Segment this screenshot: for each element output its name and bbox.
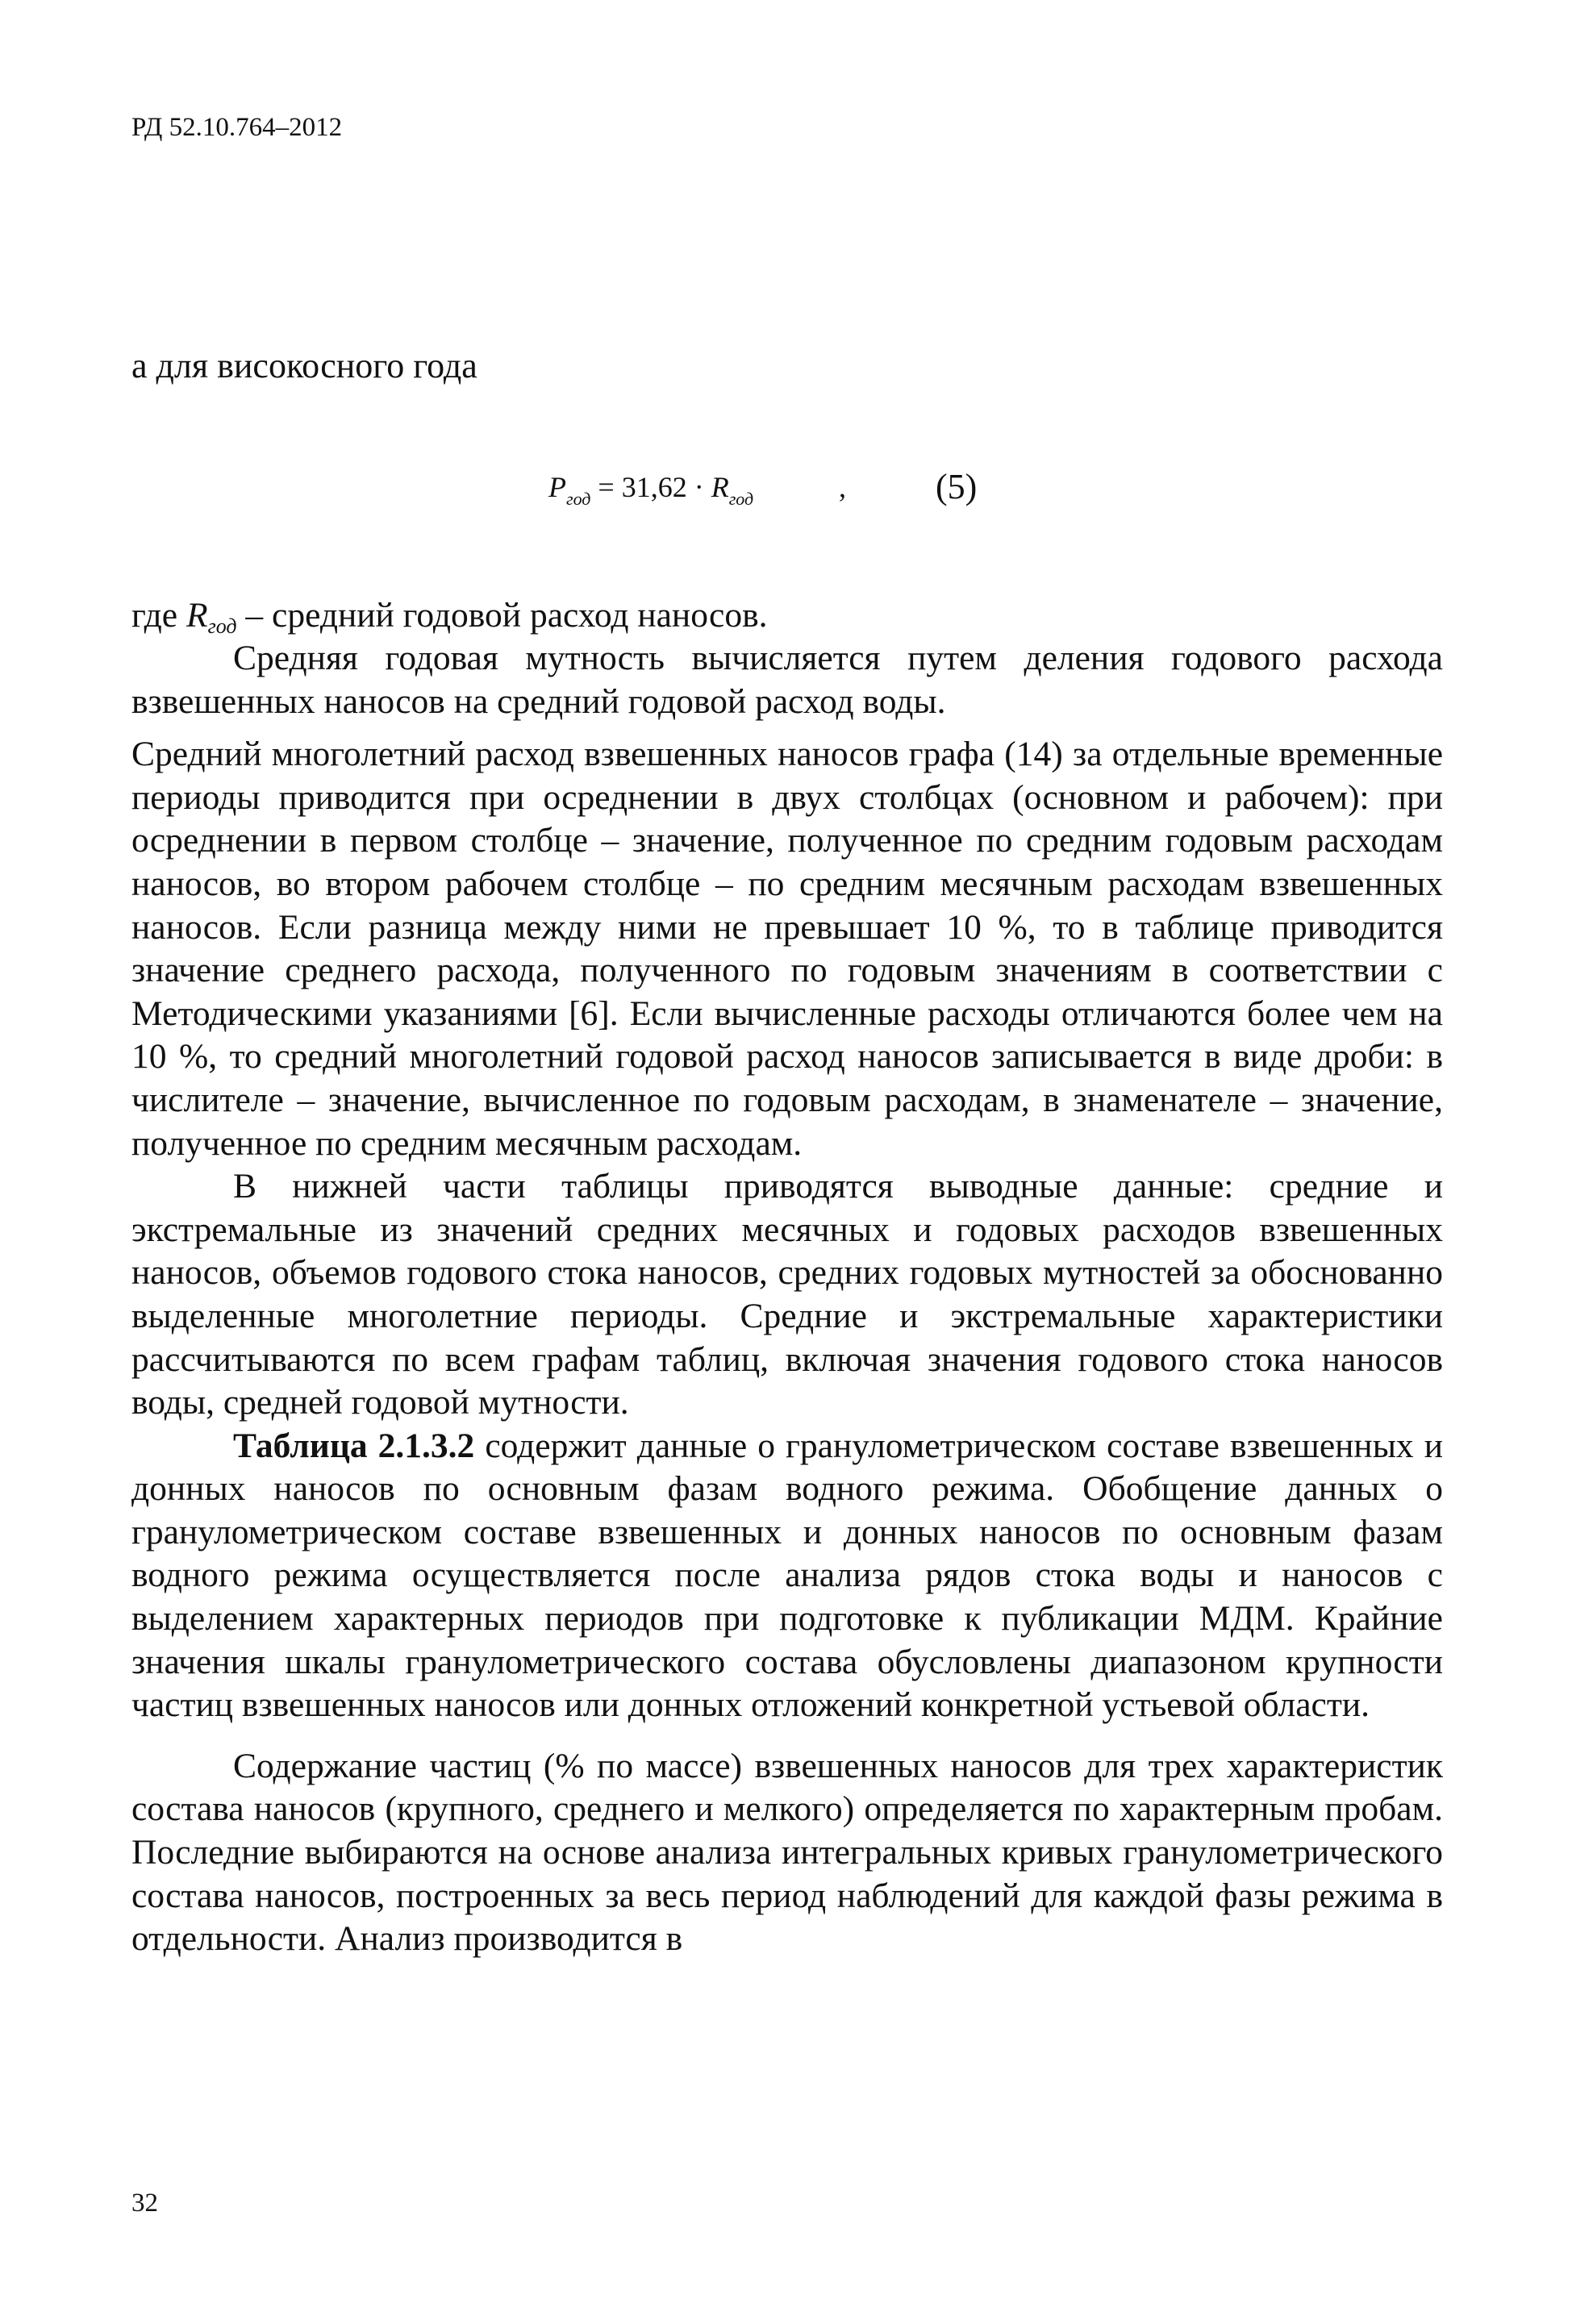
where-var: R [186, 596, 208, 635]
document-code: РД 52.10.764–2012 [131, 113, 343, 142]
formula-rhs-var: R [711, 471, 729, 503]
formula-5 [548, 467, 978, 510]
table-reference: Таблица 2.1.3.2 [233, 1426, 475, 1465]
paragraph-turbidity: Средняя годовая мутность вычисляется путем деления годового расхода взвешенных наносов на средний годовой расход воды. [131, 639, 1443, 721]
formula-coef: = 31,62 · [590, 471, 711, 503]
formula-comma: , [839, 471, 846, 503]
paragraph-particle-content: Содержание частиц (% по массе) взвешенных наносов для трех характеристик состава наносов (крупного, среднего и мелкого) определяется по характерным пробам. Последние выбираются на основе анализа интегральных кривых гранулометрического состава наносов, построенных за весь период наблюдений для каждой фазы режима в отдельности. Анализ производится в [131, 1746, 1443, 1959]
page-number: 32 [131, 2189, 158, 2218]
intro-line: а для високосного года [131, 346, 477, 385]
formula-rhs-sub: год [728, 489, 754, 509]
paragraph-table-text: содержит данные о гранулометрическом составе взвешенных и донных наносов по основным фазам водного режима. Обобщение данных о гранулометрическом составе взвешенных и донных наносов по основным фазам водного режима осуществляется после анализа рядов стока воды и наносов с выделением характерных периодов при подготовке к публикации МДМ. Крайние значения шкалы гранулометрического состава обусловлены диапазоном крупности частиц взвешенных наносов или донных отложений конкретной устьевой области. [131, 1426, 1443, 1725]
paragraph-table-2-1-3-2 [131, 1425, 1443, 1727]
formula-lhs-var: P [548, 471, 566, 503]
paragraph-mean-discharge: Средний многолетний расход взвешенных наносов графа (14) за отдельные временные периоды приводится при осреднении в двух столбцах (основном и рабочем): при осреднении в первом столбце – значение, полученное по средним годовым расходам наносов, во втором рабочем столбце – по средним месячным расходам взвешенных наносов. Если разница между ними не превышает 10 %, то в таблице приводится значение среднего расхода, полученного по годовым значениям в соответствии с Методическими указаниями [6]. Если вычисленные расходы отличаются более чем на 10 %, то средний многолетний годовой расход наносов записывается в виде дроби: в числителе – значение, вычисленное по годовым расходам, в знаменателе – значение, полученное по средним месячным расходам. [131, 735, 1443, 1163]
paragraph-derived-data: В нижней части таблицы приводятся выводные данные: средние и экстремальные из значений средних месячных и годовых расходов взвешенных наносов, объемов годового стока наносов, средних годовых мутностей за обоснованно выделенные многолетние периоды. Средние и экстремальные характеристики рассчитываются по всем графам таблиц, включая значения годового стока наносов воды, средней годовой мутности. [131, 1167, 1443, 1422]
where-text: – средний годовой расход наносов. [236, 596, 768, 635]
body-text [131, 637, 1443, 1961]
equation-number: (5) [936, 467, 978, 506]
where-sub: год [207, 614, 237, 638]
where-prefix: где [131, 596, 186, 635]
where-definition [131, 595, 768, 639]
formula-lhs-sub: год [566, 489, 591, 509]
